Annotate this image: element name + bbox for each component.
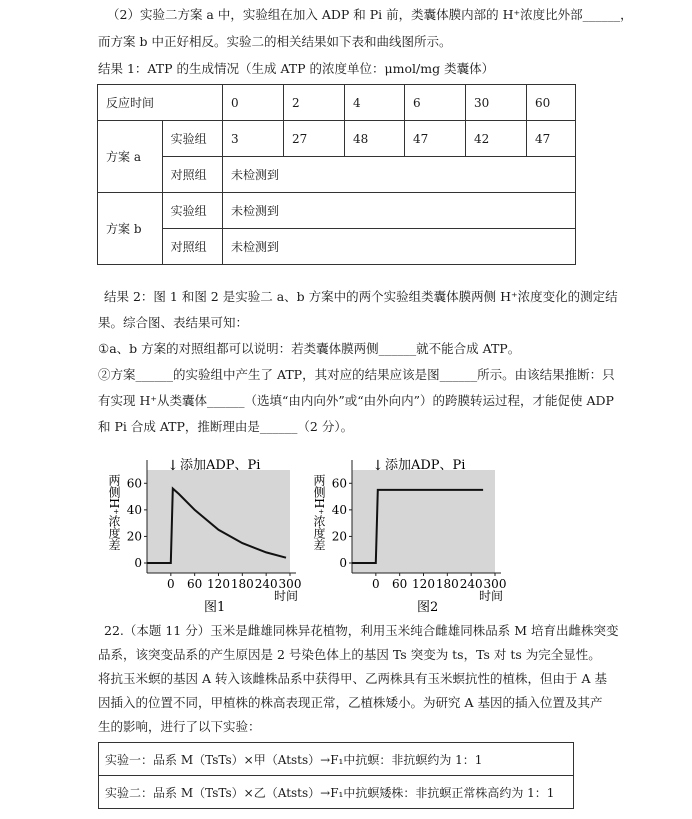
arrow-down-icon: ↓ [372,458,384,474]
question-line: 和 Pi 合成 ATP，推断理由是______（2 分）。 [98,419,354,434]
question-line: 因插入的位置不同，甲植株的株高表现正常，乙植株矮小。为研究 A 基因的插入位置及其产 [98,695,603,710]
atp-results-table [97,84,576,265]
table-row [98,229,576,265]
table-cell: 4 [345,85,405,121]
x-tick-label: 180 [435,577,459,591]
x-tick-label: 120 [207,577,230,591]
experiment-2-box [98,775,574,809]
figure-2-chart [305,448,525,618]
y-axis-label: 两侧H⁺浓度差 [107,474,121,551]
group-label: 对照组 [162,229,222,265]
figure-caption: 图2 [417,600,439,615]
y-tick-label: 0 [134,556,142,570]
table-cell: 30 [466,85,527,121]
table-cell: 3 [223,121,284,157]
plot-background [352,470,495,573]
y-tick-label: 40 [126,502,142,517]
table-cell: 47 [527,121,576,157]
table-cell: 未检测到 [223,157,576,193]
table-cell: 未检测到 [223,193,576,229]
x-tick-label: 240 [459,577,483,591]
y-tick-label: 0 [339,556,347,570]
y-axis-label: 两侧H⁺浓度差 [312,474,326,551]
figure-1-chart [100,448,320,618]
x-tick-label: 240 [254,577,278,591]
x-axis-label: 时间 [274,589,299,603]
y-tick-label: 20 [331,529,347,544]
table-cell: 2 [284,85,345,121]
table-row [98,157,576,193]
table-cell: 42 [466,121,527,157]
group-label: 实验组 [162,193,222,229]
question-line: 而方案 b 中正好相反。实验二的相关结果如下表和曲线图所示。 [98,34,452,49]
question-line: 22.（本题 11 分）玉米是雌雄同株异花植物，利用玉米纯合雌雄同株品系 M 培育出雌株突变 [104,623,619,638]
group-label: 对照组 [162,157,222,193]
table-cell: 未检测到 [223,229,576,265]
table-row [98,121,576,157]
group-label: 实验组 [162,121,222,157]
plan-label: 方案 a [98,121,163,193]
annotation-label: 添加ADP、Pi [180,458,261,473]
table-cell: 27 [284,121,345,157]
y-tick-label: 20 [126,529,142,544]
question-line: 果。综合图、表结果可知： [98,315,249,330]
table-cell: 6 [405,85,466,121]
annotation-label: 添加ADP、Pi [385,458,466,473]
question-line: 生的影响，进行了以下实验： [98,719,261,734]
question-line: 将抗玉米螟的基因 A 转入该雌株品系中获得甲、乙两株具有玉米螟抗性的植株，但由于 A 基 [98,671,607,686]
x-tick-label: 300 [483,577,507,591]
plan-label: 方案 b [98,193,163,265]
question-line: ②方案______的实验组中产生了 ATP，其对应的结果应该是图______所示。由该结果推断：只 [98,367,615,382]
x-tick-label: 60 [392,577,408,591]
question-line: （2）实验二方案 a 中，实验组在加入 ADP 和 Pi 前，类囊体膜内部的 H⁺浓度比外部______， [107,7,633,22]
plot-background [147,470,290,573]
table-cell: 0 [223,85,284,121]
table-row [98,193,576,229]
x-tick-label: 120 [412,577,435,591]
experiment-text: 实验二：品系 M（TsTs）×乙（Atsts）→F₁中抗螟矮株：非抗螟正常株高约为 1：1 [105,786,555,800]
table-row [98,85,576,121]
result-heading: 结果 1：ATP 的生成情况（生成 ATP 的浓度单位：μmol/mg 类囊体） [98,61,495,76]
question-line: 结果 2：图 1 和图 2 是实验二 a、b 方案中的两个实验组类囊体膜两侧 H⁺浓度变化的测定结 [104,289,618,304]
table-cell: 48 [345,121,405,157]
experiment-1-box [98,742,574,776]
x-axis-label: 时间 [479,589,504,603]
experiment-text: 实验一：品系 M（TsTs）×甲（Atsts）→F₁中抗螟：非抗螟约为 1：1 [105,753,483,767]
y-tick-label: 60 [331,476,347,491]
question-line: ①a、b 方案的对照组都可以说明：若类囊体膜两侧______就不能合成 ATP。 [98,341,521,356]
x-tick-label: 0 [372,577,380,591]
x-tick-label: 300 [278,577,302,591]
table-cell: 60 [527,85,576,121]
table-header-label: 反应时间 [98,85,223,121]
x-tick-label: 180 [230,577,254,591]
x-tick-label: 60 [187,577,203,591]
question-line: 品系，该突变品系的产生原因是 2 号染色体上的基因 Ts 突变为 ts，Ts 对 ts 为完全显性。 [98,647,601,662]
table-cell: 47 [405,121,466,157]
y-tick-label: 40 [331,502,347,517]
figure-caption: 图1 [204,600,226,615]
question-line: 有实现 H⁺从类囊体______（选填“由内向外”或“由外向内”）的跨膜转运过程，才能促使 ADP [98,393,614,408]
y-tick-label: 60 [126,476,142,491]
arrow-down-icon: ↓ [167,458,179,474]
x-tick-label: 0 [167,577,175,591]
